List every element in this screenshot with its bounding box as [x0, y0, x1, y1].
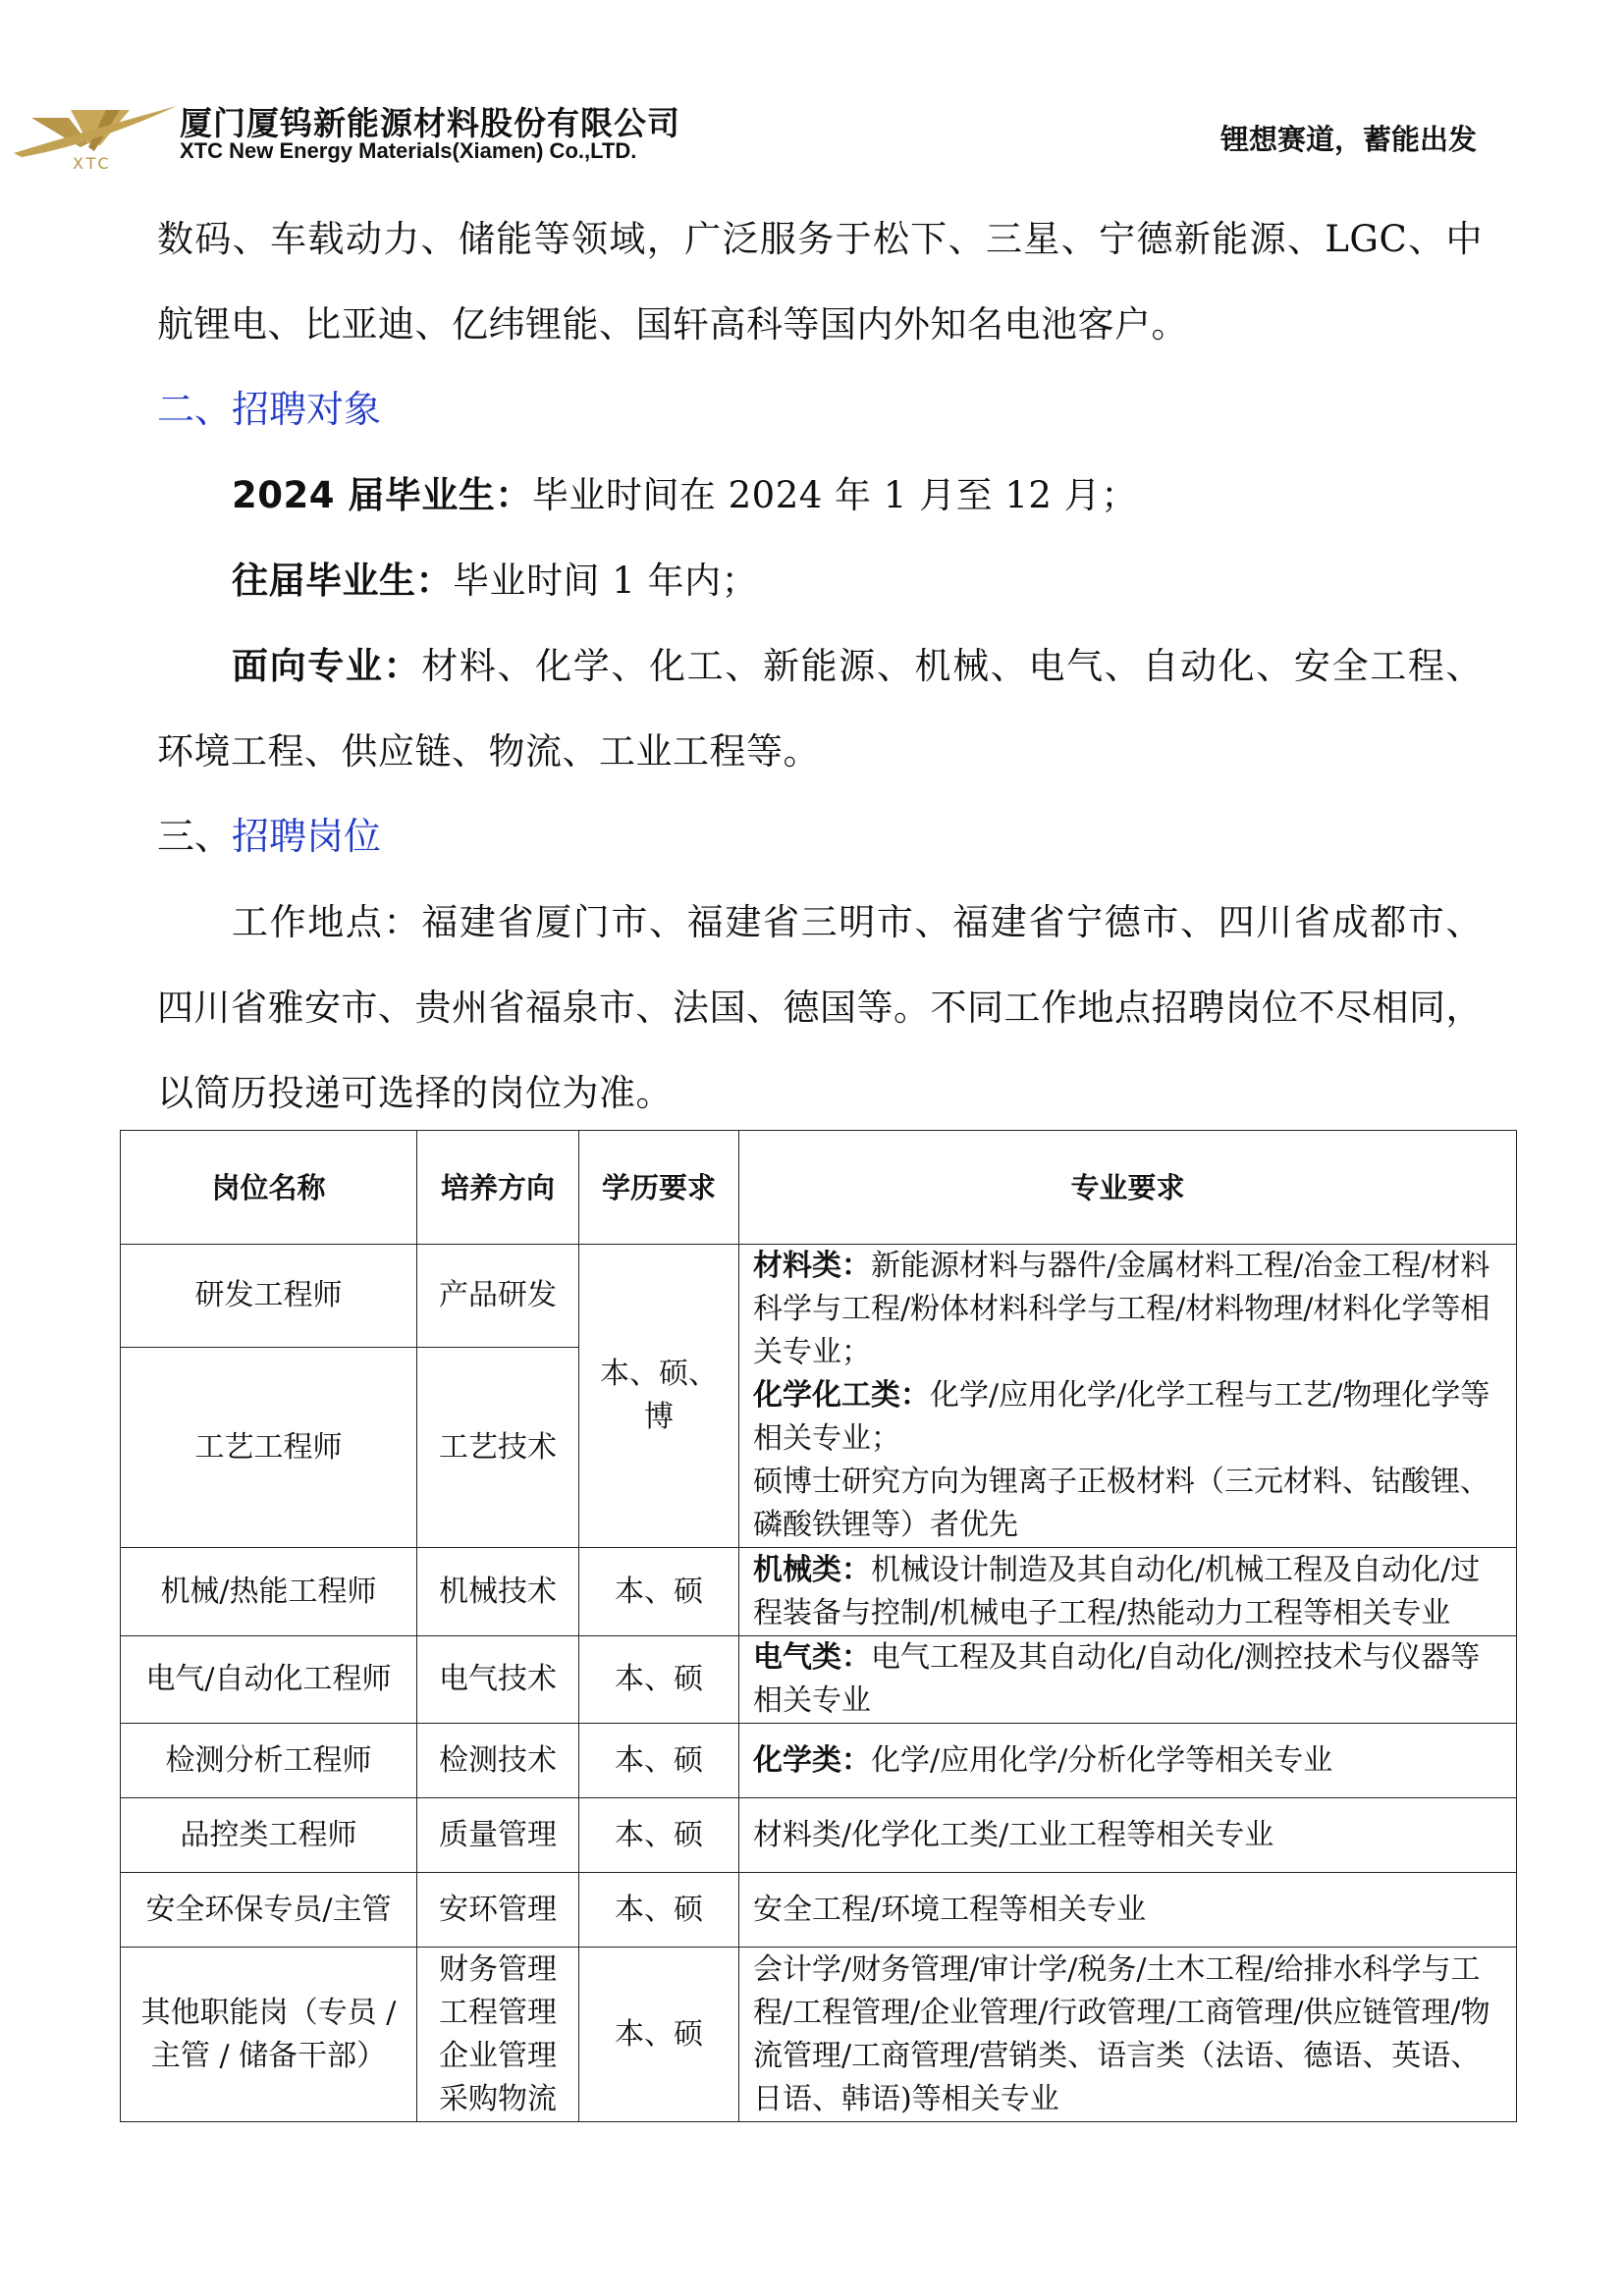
- item-label: 2024 届毕业生：: [232, 474, 532, 516]
- positions-table: [120, 1130, 1517, 2122]
- item-label: 面向专业：: [232, 645, 422, 687]
- section-number: 三、: [157, 815, 233, 858]
- cell-position: 研发工程师: [121, 1245, 417, 1348]
- cell-requirements: [739, 1636, 1517, 1724]
- company-name-cn: 厦门厦钨新能源材料股份有限公司: [180, 104, 680, 142]
- logo-text: XTC: [73, 154, 112, 173]
- cell-requirements: [739, 1548, 1517, 1636]
- table-row: [121, 1636, 1517, 1724]
- req-text: 化学/应用化学/化学工程与工艺/物理化学等相关专业；: [753, 1378, 1490, 1456]
- cell-position: 其他职能岗（专员 / 主管 / 储备干部）: [121, 1948, 417, 2122]
- target-item-2024-graduates: [157, 453, 1483, 538]
- item-text: 毕业时间 1 年内；: [453, 560, 759, 602]
- document-body: [157, 196, 1483, 1136]
- cell-education: 本、硕: [579, 1948, 739, 2122]
- req-label: 化学类：: [753, 1742, 871, 1778]
- slogan: 锂想赛道，蓄能出发: [1219, 123, 1477, 156]
- cell-direction: 质量管理: [417, 1798, 579, 1873]
- cell-position: 检测分析工程师: [121, 1724, 417, 1798]
- section-number: 二、: [157, 388, 233, 431]
- xtc-logo-icon: [12, 96, 179, 175]
- section-title: 招聘岗位: [232, 815, 382, 858]
- header-education: 学历要求: [579, 1131, 739, 1245]
- direction-line: 企业管理: [439, 2038, 557, 2073]
- work-location-paragraph: 工作地点：福建省厦门市、福建省三明市、福建省宁德市、四川省成都市、四川省雅安市、贵州省福泉市、法国、德国等。不同工作地点招聘岗位不尽相同，以简历投递可选择的岗位为准。: [157, 901, 1483, 1114]
- intro-paragraph: 数码、车载动力、储能等领域，广泛服务于松下、三星、宁德新能源、LGC、中航锂电、比亚迪、亿纬锂能、国轩高科等国内外知名电池客户。: [157, 218, 1483, 346]
- target-item-past-graduates: [157, 538, 1483, 623]
- table-row: [121, 1548, 1517, 1636]
- table-row: [121, 1798, 1517, 1873]
- cell-education: 本、硕: [579, 1548, 739, 1636]
- cell-position: 品控类工程师: [121, 1798, 417, 1873]
- cell-direction: 产品研发: [417, 1245, 579, 1348]
- req-text: 机械设计制造及其自动化/机械工程及自动化/过程装备与控制/机械电子工程/热能动力工程等相关专业: [753, 1552, 1481, 1630]
- section-heading-recruitment-target: [157, 367, 1483, 453]
- table-row: [121, 1873, 1517, 1948]
- req-text: 化学/应用化学/分析化学等相关专业: [871, 1742, 1333, 1778]
- direction-line: 财务管理: [439, 1951, 557, 1987]
- req-phd-note: 硕博士研究方向为锂离子正极材料（三元材料、钴酸锂、磷酸铁锂等）者优先: [753, 1465, 1489, 1542]
- cell-requirements: [739, 1724, 1517, 1798]
- cell-direction: 安环管理: [417, 1873, 579, 1948]
- header-position: 岗位名称: [121, 1131, 417, 1245]
- company-name-en: XTC New Energy Materials(Xiamen) Co.,LTD.: [180, 138, 637, 163]
- cell-education: 本、硕: [579, 1636, 739, 1724]
- req-label: 化学化工类：: [753, 1378, 930, 1413]
- section-title: 招聘对象: [232, 388, 382, 431]
- cell-position: 安全环保专员/主管: [121, 1873, 417, 1948]
- req-text: 新能源材料与器件/金属材料工程/冶金工程/材料科学与工程/粉体材料科学与工程/材料物理/材料化学等相关专业；: [753, 1249, 1490, 1369]
- req-materials: [753, 1245, 1502, 1374]
- cell-education: 本、硕: [579, 1724, 739, 1798]
- cell-direction: 机械技术: [417, 1548, 579, 1636]
- cell-direction: [417, 1948, 579, 2122]
- table-row: [121, 1948, 1517, 2122]
- cell-requirements: 材料类/化学化工类/工业工程等相关专业: [739, 1798, 1517, 1873]
- header-requirements: 专业要求: [739, 1131, 1517, 1245]
- header-direction: 培养方向: [417, 1131, 579, 1245]
- page-header: [0, 0, 1624, 196]
- section-heading-positions: [157, 794, 1483, 880]
- direction-line: 采购物流: [439, 2081, 557, 2116]
- direction-line: 工程管理: [439, 1995, 557, 2030]
- cell-requirements: [739, 1245, 1517, 1548]
- table-row: [121, 1724, 1517, 1798]
- req-label: 材料类：: [753, 1249, 871, 1283]
- cell-direction: 电气技术: [417, 1636, 579, 1724]
- table-header-row: [121, 1131, 1517, 1245]
- cell-position: 电气/自动化工程师: [121, 1636, 417, 1724]
- item-text: 材料、化学、化工、新能源、机械、电气、自动化、安全工程、环境工程、供应链、物流、工业工程等。: [157, 645, 1483, 773]
- table-row: [121, 1245, 1517, 1348]
- cell-direction: 检测技术: [417, 1724, 579, 1798]
- cell-requirements: 安全工程/环境工程等相关专业: [739, 1873, 1517, 1948]
- req-label: 机械类：: [753, 1552, 871, 1587]
- req-chemistry: [753, 1374, 1502, 1461]
- cell-position: 机械/热能工程师: [121, 1548, 417, 1636]
- item-text: 毕业时间在 2024 年 1 月至 12 月；: [531, 474, 1138, 516]
- cell-education: 本、硕: [579, 1873, 739, 1948]
- item-label: 往届毕业生：: [232, 560, 453, 602]
- cell-position: 工艺工程师: [121, 1348, 417, 1548]
- cell-requirements: 会计学/财务管理/审计学/税务/土木工程/给排水科学与工程/工程管理/企业管理/行政管理/工商管理/供应链管理/物流管理/工商管理/营销类、语言类（法语、德语、英语、日语、韩语)等相关专业: [739, 1948, 1517, 2122]
- cell-direction: 工艺技术: [417, 1348, 579, 1548]
- req-text: 电气工程及其自动化/自动化/测控技术与仪器等相关专业: [753, 1640, 1481, 1718]
- req-label: 电气类：: [753, 1640, 871, 1675]
- cell-education: 本、硕: [579, 1798, 739, 1873]
- target-item-majors: [157, 623, 1483, 794]
- cell-education: 本、硕、博: [579, 1245, 739, 1548]
